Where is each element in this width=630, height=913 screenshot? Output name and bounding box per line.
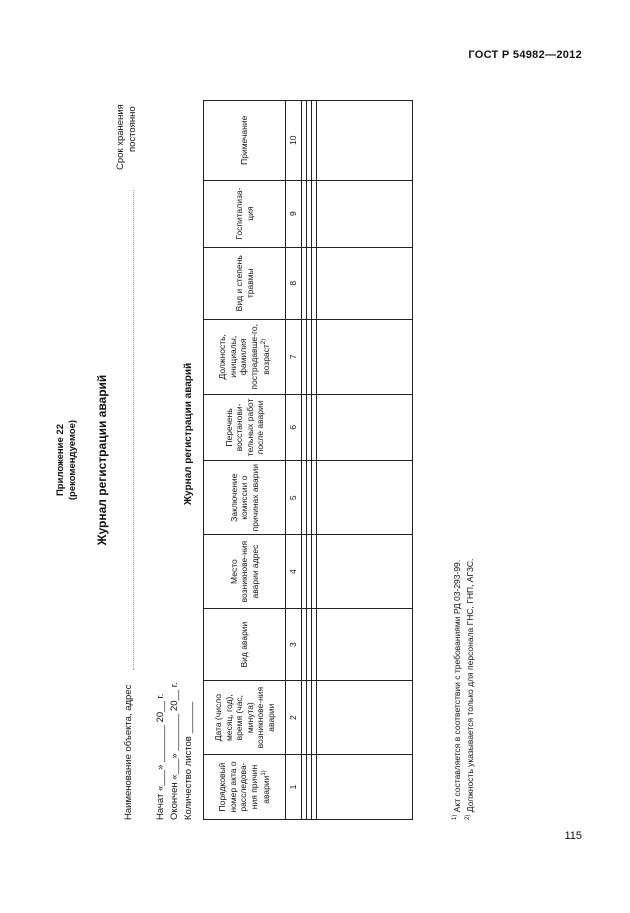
column-number: 5 — [286, 461, 302, 535]
page-number: 115 — [564, 830, 582, 842]
appendix-title: Приложение 22 — [55, 423, 66, 497]
column-header: Должность, инициалы, фамилия пострадавше-го, возраст$^{2)}$ — [204, 320, 286, 395]
footnotes — [450, 559, 476, 820]
column-number: 3 — [286, 609, 302, 681]
footnote-2: $^{2)}$ Должность указывается только для персонала ГНС, ГНП, АГЗС. — [464, 558, 475, 820]
column-header: Заключение комиссии о причинах аварии — [204, 461, 286, 535]
sheets-field: Количество листов ______ — [183, 701, 194, 820]
column-header: Примечание — [204, 101, 286, 181]
column-header: Место возникнове-ния аварии адрес — [204, 535, 286, 609]
object-name-label: Наименование объекта, адрес — [123, 684, 134, 820]
column-number: 2 — [286, 681, 302, 755]
footnote-1: $^{1)}$ Акт составляется в соответствии с требованиями РД 03-293-99. — [451, 559, 462, 820]
storage-label: Срок хранения — [115, 104, 126, 170]
appendix-subtitle: (рекомендуемое) — [67, 419, 78, 501]
storage-value: постоянно — [127, 106, 138, 152]
journal-table — [203, 100, 413, 820]
journal-title: Журнал регистрации аварий — [95, 374, 109, 546]
column-header: Госпитализа-ция — [204, 180, 286, 247]
column-header: Дата (число месяц, год), время (час, минута) возникнове-ния аварии — [204, 681, 286, 755]
column-header: Порядковый номер акта о расследова-ния причин аварии$^{1)}$ — [204, 755, 286, 820]
column-number: 4 — [286, 535, 302, 609]
standard-header: ГОСТ Р 54982—2012 — [468, 49, 582, 61]
column-header: Перечень восстанови-тельных работ после аварии — [204, 394, 286, 461]
column-header: Вид и степень травмы — [204, 247, 286, 319]
table-title: Журнал регистрации аварий — [183, 362, 194, 505]
rotated-page-content — [55, 100, 575, 820]
column-number: 10 — [286, 101, 302, 181]
column-number: 7 — [286, 320, 302, 395]
column-number: 1 — [286, 755, 302, 820]
column-number: 6 — [286, 394, 302, 461]
started-field: Начат «___» _______ 20__ г. — [155, 693, 166, 820]
finished-field: Окончен «___» _______ 20__ г. — [169, 682, 180, 820]
object-name-line — [133, 190, 134, 670]
column-number: 9 — [286, 180, 302, 247]
column-header: Вид аварии — [204, 609, 286, 681]
empty-row — [316, 101, 412, 820]
column-number: 8 — [286, 247, 302, 319]
header-row — [204, 101, 286, 820]
number-row — [286, 101, 302, 820]
